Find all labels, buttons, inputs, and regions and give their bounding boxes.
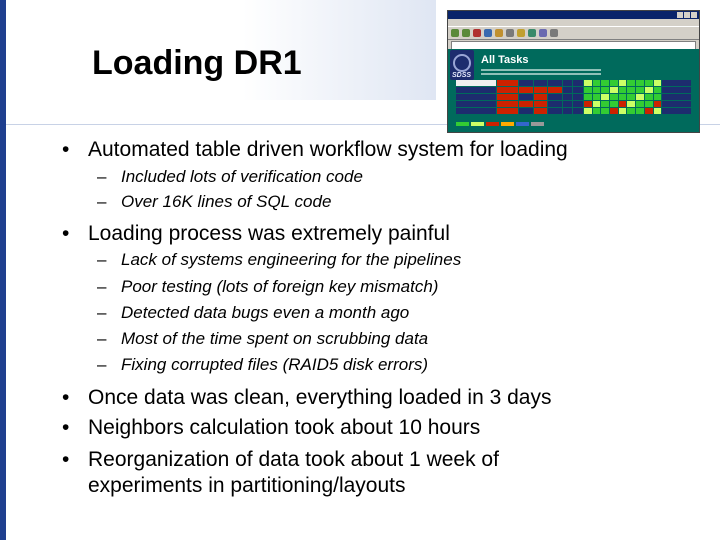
bullet-text-continued: experiments in partitioning/layouts	[88, 474, 406, 497]
tasks-table-row	[456, 108, 692, 114]
tasks-table-row	[456, 94, 692, 100]
bullet-text: Loading process was extremely painful	[88, 222, 450, 245]
sdss-logo: SDSS	[450, 50, 474, 80]
sub-bullet-dash: –	[97, 250, 107, 269]
sub-bullet-text: Most of the time spent on scrubbing data	[121, 329, 429, 348]
tasks-table	[456, 80, 692, 115]
slide-title: Loading DR1	[92, 44, 302, 82]
sub-bullet-dash: –	[97, 192, 107, 211]
bullet-dot: •	[62, 448, 70, 471]
status-legend	[456, 122, 544, 126]
refresh-icon	[484, 29, 492, 37]
bullet-text: Once data was clean, everything loaded in 3 days	[88, 386, 552, 409]
screenshot-menu-bar	[448, 19, 699, 26]
bullet-dot: •	[62, 386, 70, 409]
tasks-table-row	[456, 87, 692, 93]
bullet-dot: •	[62, 416, 70, 439]
sub-bullet-text: Included lots of verification code	[121, 167, 363, 186]
page-description	[481, 69, 601, 77]
favorites-icon	[517, 29, 525, 37]
sub-bullet-dash: –	[97, 355, 107, 374]
history-icon	[528, 29, 536, 37]
bullet-text: Neighbors calculation took about 10 hours	[88, 416, 481, 439]
screenshot-toolbar	[448, 26, 699, 40]
search-icon	[506, 29, 514, 37]
sub-bullet-text: Over 16K lines of SQL code	[121, 192, 332, 211]
back-icon	[451, 29, 459, 37]
print-icon	[550, 29, 558, 37]
stop-icon	[473, 29, 481, 37]
sub-bullet-text: Detected data bugs even a month ago	[121, 303, 410, 322]
all-tasks-heading: All Tasks	[481, 54, 529, 66]
bullet-text: Reorganization of data took about 1 week of	[88, 448, 499, 471]
sub-bullet-text: Fixing corrupted files (RAID5 disk errors)	[121, 355, 429, 374]
screenshot-title-bar	[448, 11, 699, 19]
forward-icon	[462, 29, 470, 37]
bullet-dot: •	[62, 222, 70, 245]
mail-icon	[539, 29, 547, 37]
tasks-table-row	[456, 80, 692, 86]
bullet-text: Automated table driven workflow system for loading	[88, 138, 568, 161]
sub-bullet-text: Lack of systems engineering for the pipelines	[121, 250, 462, 269]
all-tasks-screenshot	[447, 10, 700, 133]
sub-bullet-dash: –	[97, 277, 107, 296]
sub-bullet-dash: –	[97, 329, 107, 348]
sub-bullet-text: Poor testing (lots of foreign key mismatch)	[121, 277, 439, 296]
sub-bullet-dash: –	[97, 167, 107, 186]
tasks-table-row	[456, 101, 692, 107]
screenshot-page	[448, 49, 699, 132]
sub-bullet-dash: –	[97, 303, 107, 322]
window-buttons	[677, 12, 697, 18]
bullet-dot: •	[62, 138, 70, 161]
home-icon	[495, 29, 503, 37]
